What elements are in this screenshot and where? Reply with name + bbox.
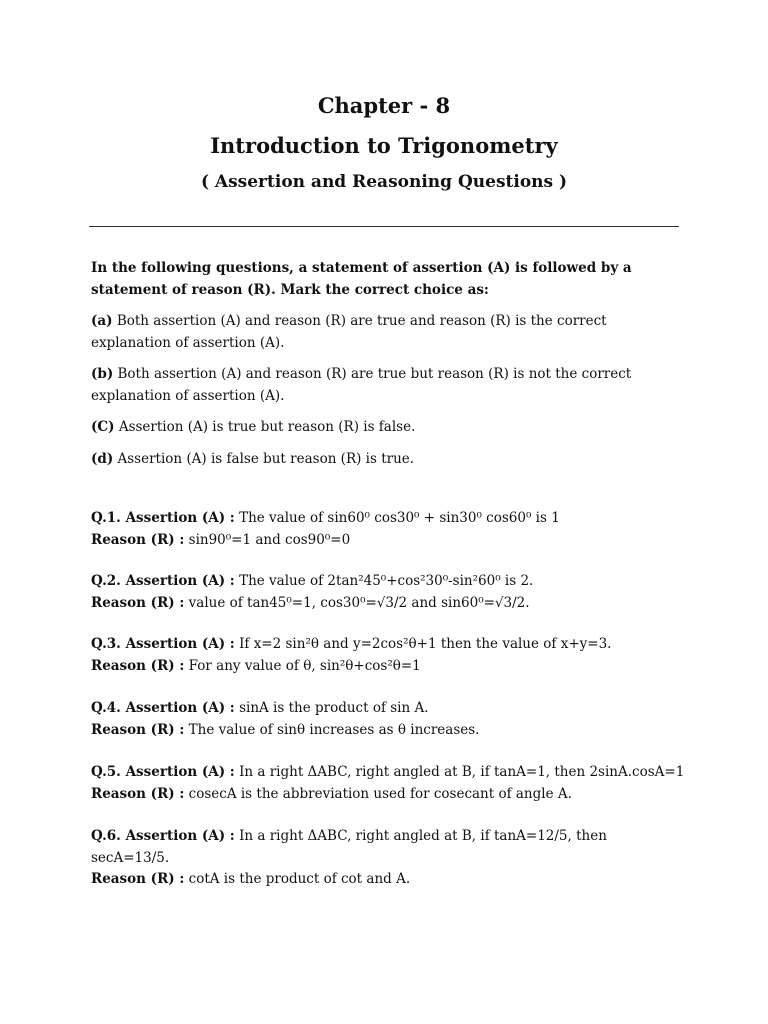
reason-text: cotA is the product of cot and A. <box>184 871 411 887</box>
assertion-line <box>91 508 681 530</box>
reason-text: The value of sinθ increases as θ increases. <box>184 721 480 738</box>
reason-line <box>91 784 681 806</box>
assertion-line <box>91 634 681 656</box>
option-a <box>91 311 681 354</box>
option-text: Both assertion (A) and reason (R) are true but reason (R) is not the correct explanation of assertion (A). <box>91 366 632 404</box>
page-subtitle: ( Assertion and Reasoning Questions ) <box>200 172 568 192</box>
assertion-label: Q.1. Assertion (A) : <box>91 510 235 526</box>
reason-text: For any value of θ, sin²θ+cos²θ=1 <box>184 657 421 674</box>
option-key: (C) <box>91 419 115 435</box>
assertion-label: Q.5. Assertion (A) : <box>91 764 235 780</box>
assertion-text: In a right ΔABC, right angled at B, if tanA=12/5, then secA=13/5. <box>91 828 607 866</box>
reason-line <box>91 869 681 891</box>
question-5 <box>91 762 685 805</box>
assertion-label: Q.4. Assertion (A) : <box>91 700 235 716</box>
reason-label: Reason (R) : <box>91 657 185 674</box>
question-3 <box>91 634 681 677</box>
assertion-label: Q.3. Assertion (A) : <box>91 636 235 652</box>
question-1 <box>91 508 681 551</box>
assertion-label: Q.6. Assertion (A) : <box>91 828 235 844</box>
assertion-text: If x=2 sin²θ and y=2cos²θ+1 then the value of x+y=3. <box>234 636 612 652</box>
reason-text: value of tan45⁰=1, cos30⁰=√3/2 and sin60⁰=√3/2. <box>184 594 530 611</box>
assertion-label: Q.2. Assertion (A) : <box>91 573 235 589</box>
reason-line <box>91 593 681 615</box>
reason-label: Reason (R) : <box>91 531 185 548</box>
instructions-paragraph: In the following questions, a statement of assertion (A) is followed by a statement of reason (R). Mark the correct choice as: <box>91 260 632 298</box>
assertion-text: The value of sin60⁰ cos30⁰ + sin30⁰ cos60⁰ is 1 <box>234 510 560 526</box>
option-key: (a) <box>91 313 113 329</box>
assertion-line <box>91 698 681 720</box>
option-c <box>91 417 681 439</box>
horizontal-divider <box>89 226 679 227</box>
assertion-text: sinA is the product of sin A. <box>234 700 429 716</box>
assertion-text: In a right ΔABC, right angled at B, if tanA=1, then 2sinA.cosA=1 <box>234 764 685 780</box>
option-b <box>91 364 681 407</box>
reason-label: Reason (R) : <box>91 721 185 738</box>
chapter-heading: Chapter - 8 <box>317 93 451 118</box>
option-d <box>91 449 681 471</box>
assertion-text: The value of 2tan²45⁰+cos²30⁰-sin²60⁰ is 2. <box>234 573 534 589</box>
option-key: (d) <box>91 451 114 467</box>
question-6 <box>91 826 681 891</box>
assertion-line <box>91 571 681 593</box>
reason-line <box>91 530 681 552</box>
question-2 <box>91 571 681 614</box>
option-text: Both assertion (A) and reason (R) are true and reason (R) is the correct explanation of assertion (A). <box>91 313 607 351</box>
question-4 <box>91 698 681 741</box>
page-title: Introduction to Trigonometry <box>210 133 558 158</box>
option-text: Assertion (A) is true but reason (R) is false. <box>114 419 416 435</box>
reason-text: cosecA is the abbreviation used for cosecant of angle A. <box>184 785 572 802</box>
option-key: (b) <box>91 366 114 382</box>
reason-line <box>91 656 681 678</box>
reason-text: sin90⁰=1 and cos90⁰=0 <box>184 531 351 548</box>
assertion-line <box>91 762 685 784</box>
assertion-line <box>91 826 681 869</box>
reason-label: Reason (R) : <box>91 594 185 611</box>
reason-label: Reason (R) : <box>91 871 185 887</box>
option-text: Assertion (A) is false but reason (R) is true. <box>113 451 415 467</box>
reason-line <box>91 720 681 742</box>
reason-label: Reason (R) : <box>91 785 185 802</box>
